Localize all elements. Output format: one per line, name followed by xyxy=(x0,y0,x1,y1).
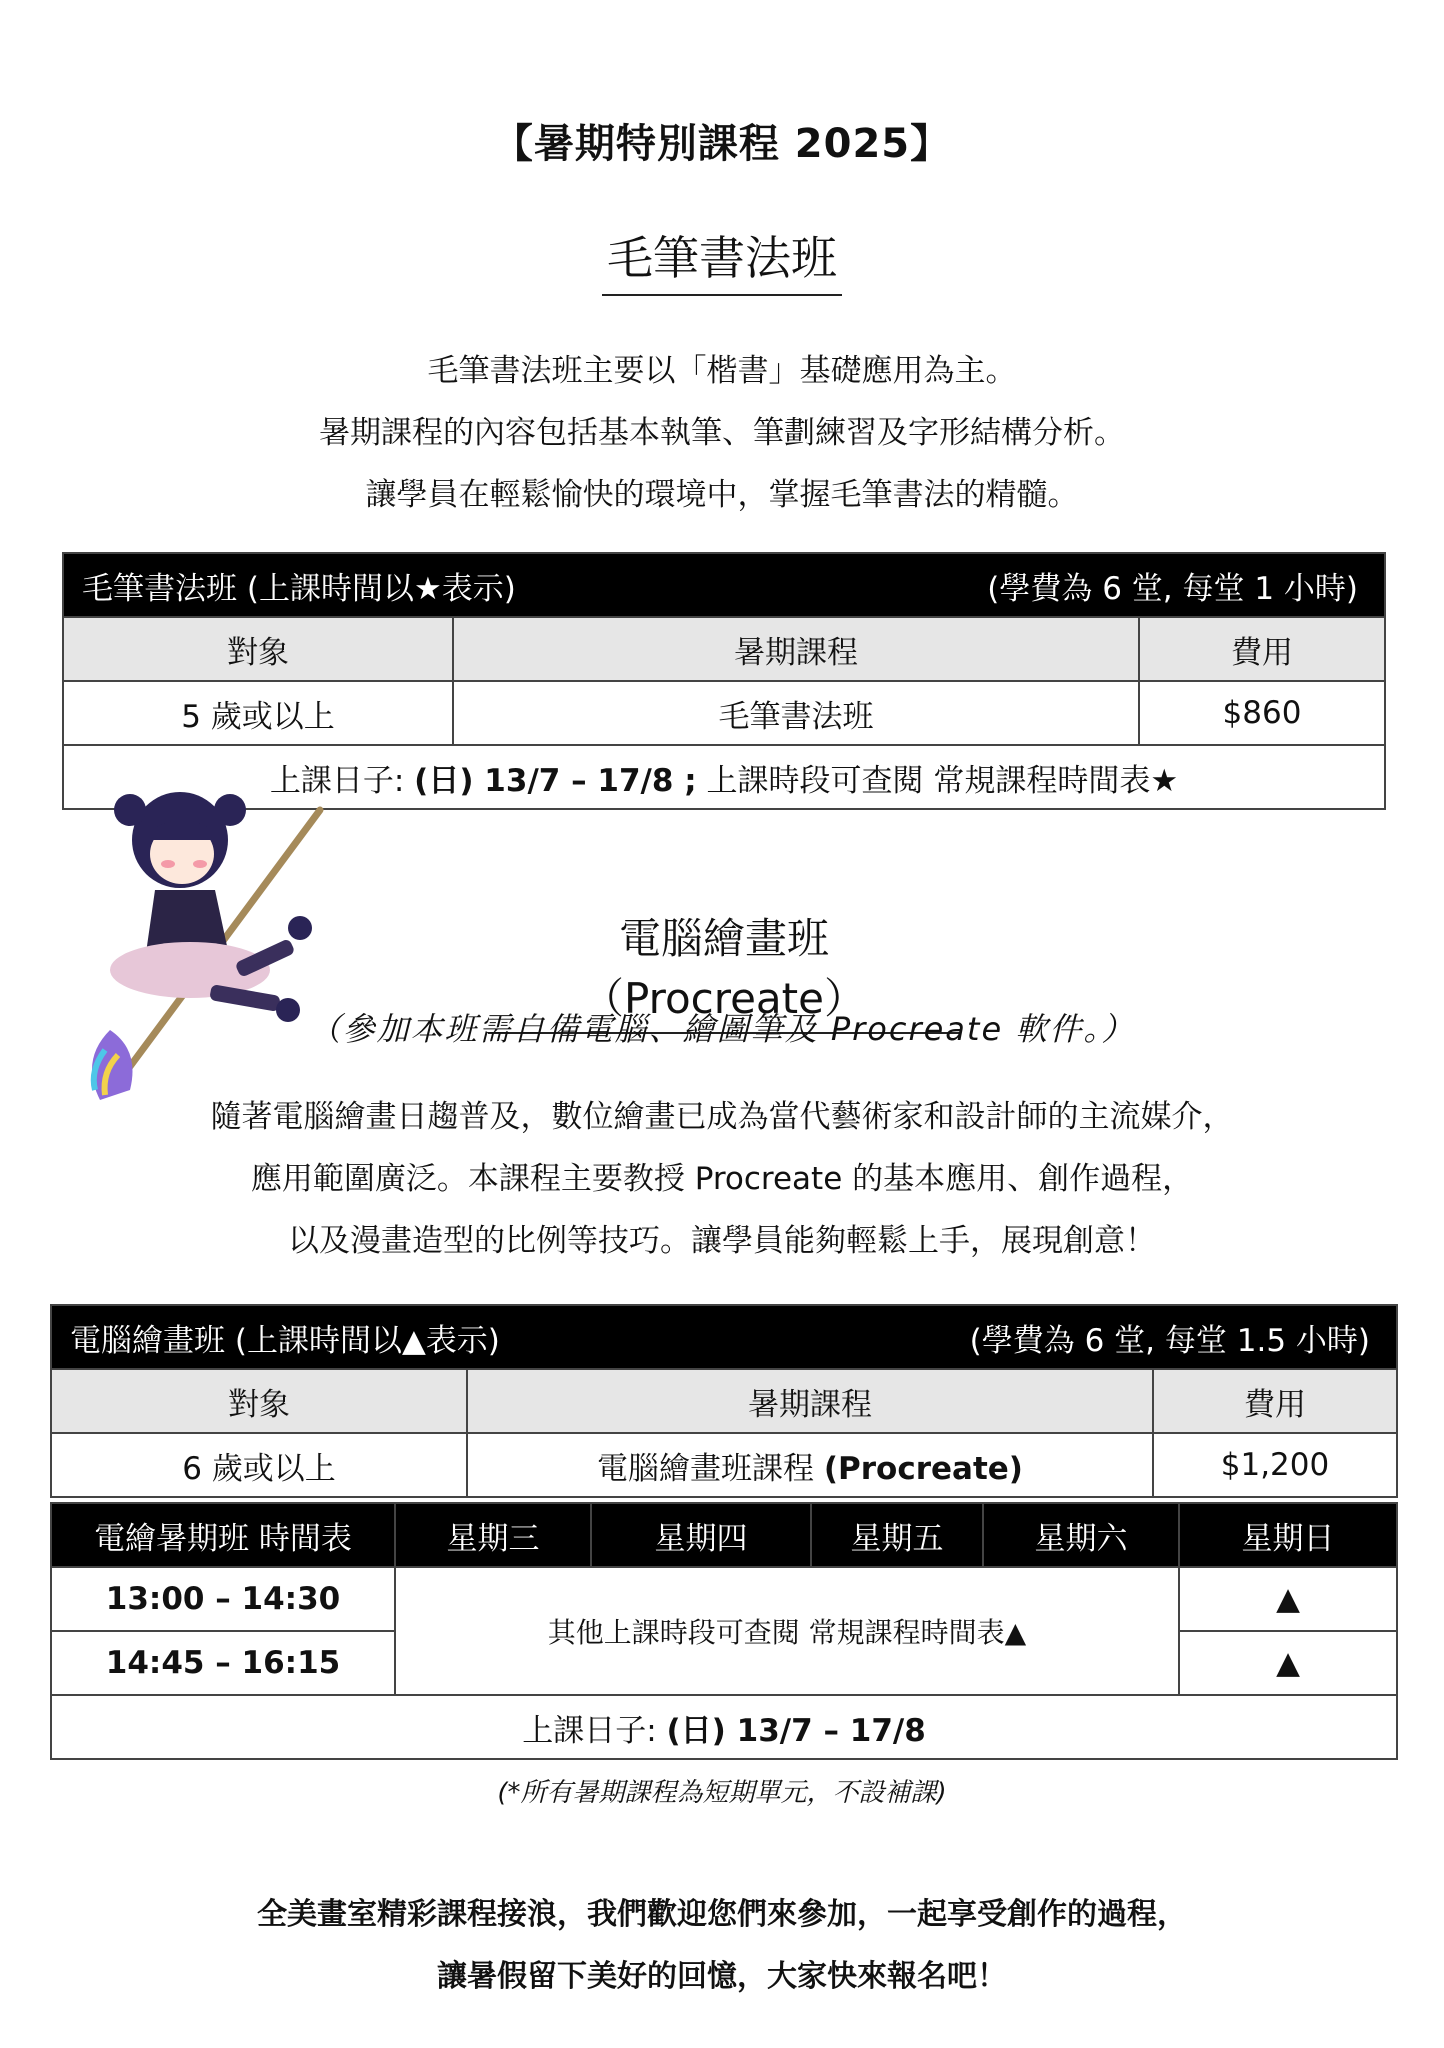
digital-section-title: 電腦繪畫班（Procreate） xyxy=(488,906,960,1034)
calligraphy-section-title: 毛筆書法班 xyxy=(602,222,842,296)
digital-fee: $1,200 xyxy=(1153,1433,1397,1497)
schedule-title: 電繪暑期班 時間表 xyxy=(51,1503,395,1567)
digital-target: 6 歲或以上 xyxy=(51,1433,467,1497)
col-course-header: 暑期課程 xyxy=(453,617,1139,681)
calligraphy-intro xyxy=(0,340,1444,526)
calligraphy-table-header-left: 毛筆書法班 (上課時間以★表示) xyxy=(82,570,516,607)
digital-table xyxy=(50,1304,1398,1498)
digital-date-row xyxy=(51,1695,1397,1759)
intro-line: 讓學員在輕鬆愉快的環境中，掌握毛筆書法的精髓。 xyxy=(365,477,1079,513)
day-header: 星期日 xyxy=(1179,1503,1397,1567)
digital-table-header-left: 電腦繪畫班 (上課時間以▲表示) xyxy=(70,1322,500,1359)
intro-line: 以及漫畫造型的比例等技巧。讓學員能夠輕鬆上手，展現創意！ xyxy=(288,1223,1156,1259)
day-header: 星期四 xyxy=(591,1503,811,1567)
col-target-header: 對象 xyxy=(63,617,453,681)
digital-course-software: (Procreate) xyxy=(823,1450,1023,1487)
calligraphy-table-header-right: (學費為 6 堂, 每堂 1 小時) xyxy=(987,570,1359,607)
col-fee-header: 費用 xyxy=(1139,617,1385,681)
digital-intro xyxy=(0,1086,1444,1272)
page-title: 【暑期特別課程 2025】 xyxy=(492,121,952,167)
col-course-header: 暑期課程 xyxy=(467,1369,1153,1433)
day-header: 星期三 xyxy=(395,1503,591,1567)
schedule-middle-note: 其他上課時段可查閱 常規課程時間表▲ xyxy=(395,1567,1179,1695)
time-slot: 14:45 – 16:15 xyxy=(51,1631,395,1695)
triangle-marker-icon: ▲ xyxy=(1179,1631,1397,1695)
calligraphy-target: 5 歲或以上 xyxy=(63,681,453,745)
closing-line: 讓暑假留下美好的回憶，大家快來報名吧！ xyxy=(437,1959,1007,1994)
date-label: 上課日子: xyxy=(522,1712,667,1749)
digital-course xyxy=(467,1433,1153,1497)
digital-table-header-right: (學費為 6 堂, 每堂 1.5 小時) xyxy=(969,1322,1370,1359)
closing-message xyxy=(0,1884,1444,2008)
intro-line: 應用範圍廣泛。本課程主要教授 Procreate 的基本應用、創作過程， xyxy=(250,1161,1194,1197)
day-header: 星期六 xyxy=(983,1503,1179,1567)
calligraphy-fee: $860 xyxy=(1139,681,1385,745)
time-slot: 13:00 – 14:30 xyxy=(51,1567,395,1631)
digital-requirement: （參加本班需自備電腦、繪圖筆及 Procreate 軟件。） xyxy=(308,1010,1136,1048)
footnote: (*所有暑期課程為短期單元，不設補課) xyxy=(497,1778,947,1808)
intro-line: 毛筆書法班主要以「楷書」基礎應用為主。 xyxy=(427,353,1017,389)
intro-line: 隨著電腦繪畫日趨普及，數位繪畫已成為當代藝術家和設計師的主流媒介， xyxy=(210,1099,1234,1135)
col-fee-header: 費用 xyxy=(1153,1369,1397,1433)
closing-line: 全美畫室精彩課程接浪，我們歡迎您們來參加，一起享受創作的過程， xyxy=(257,1897,1187,1932)
date-value: (日) 13/7 – 17/8 xyxy=(666,1712,926,1749)
day-header: 星期五 xyxy=(811,1503,983,1567)
girl-on-brush-illustration xyxy=(60,760,350,1120)
schedule-table xyxy=(50,1502,1398,1760)
intro-line: 暑期課程的內容包括基本執筆、筆劃練習及字形結構分析。 xyxy=(319,415,1125,451)
date-note: 上課時段可查閱 常規課程時間表★ xyxy=(706,762,1179,799)
calligraphy-course: 毛筆書法班 xyxy=(453,681,1139,745)
date-value: (日) 13/7 – 17/8 ; xyxy=(414,762,697,799)
col-target-header: 對象 xyxy=(51,1369,467,1433)
triangle-marker-icon: ▲ xyxy=(1179,1567,1397,1631)
digital-course-name: 電腦繪畫班課程 xyxy=(597,1450,815,1487)
date-label: 上課日子: xyxy=(269,762,415,799)
